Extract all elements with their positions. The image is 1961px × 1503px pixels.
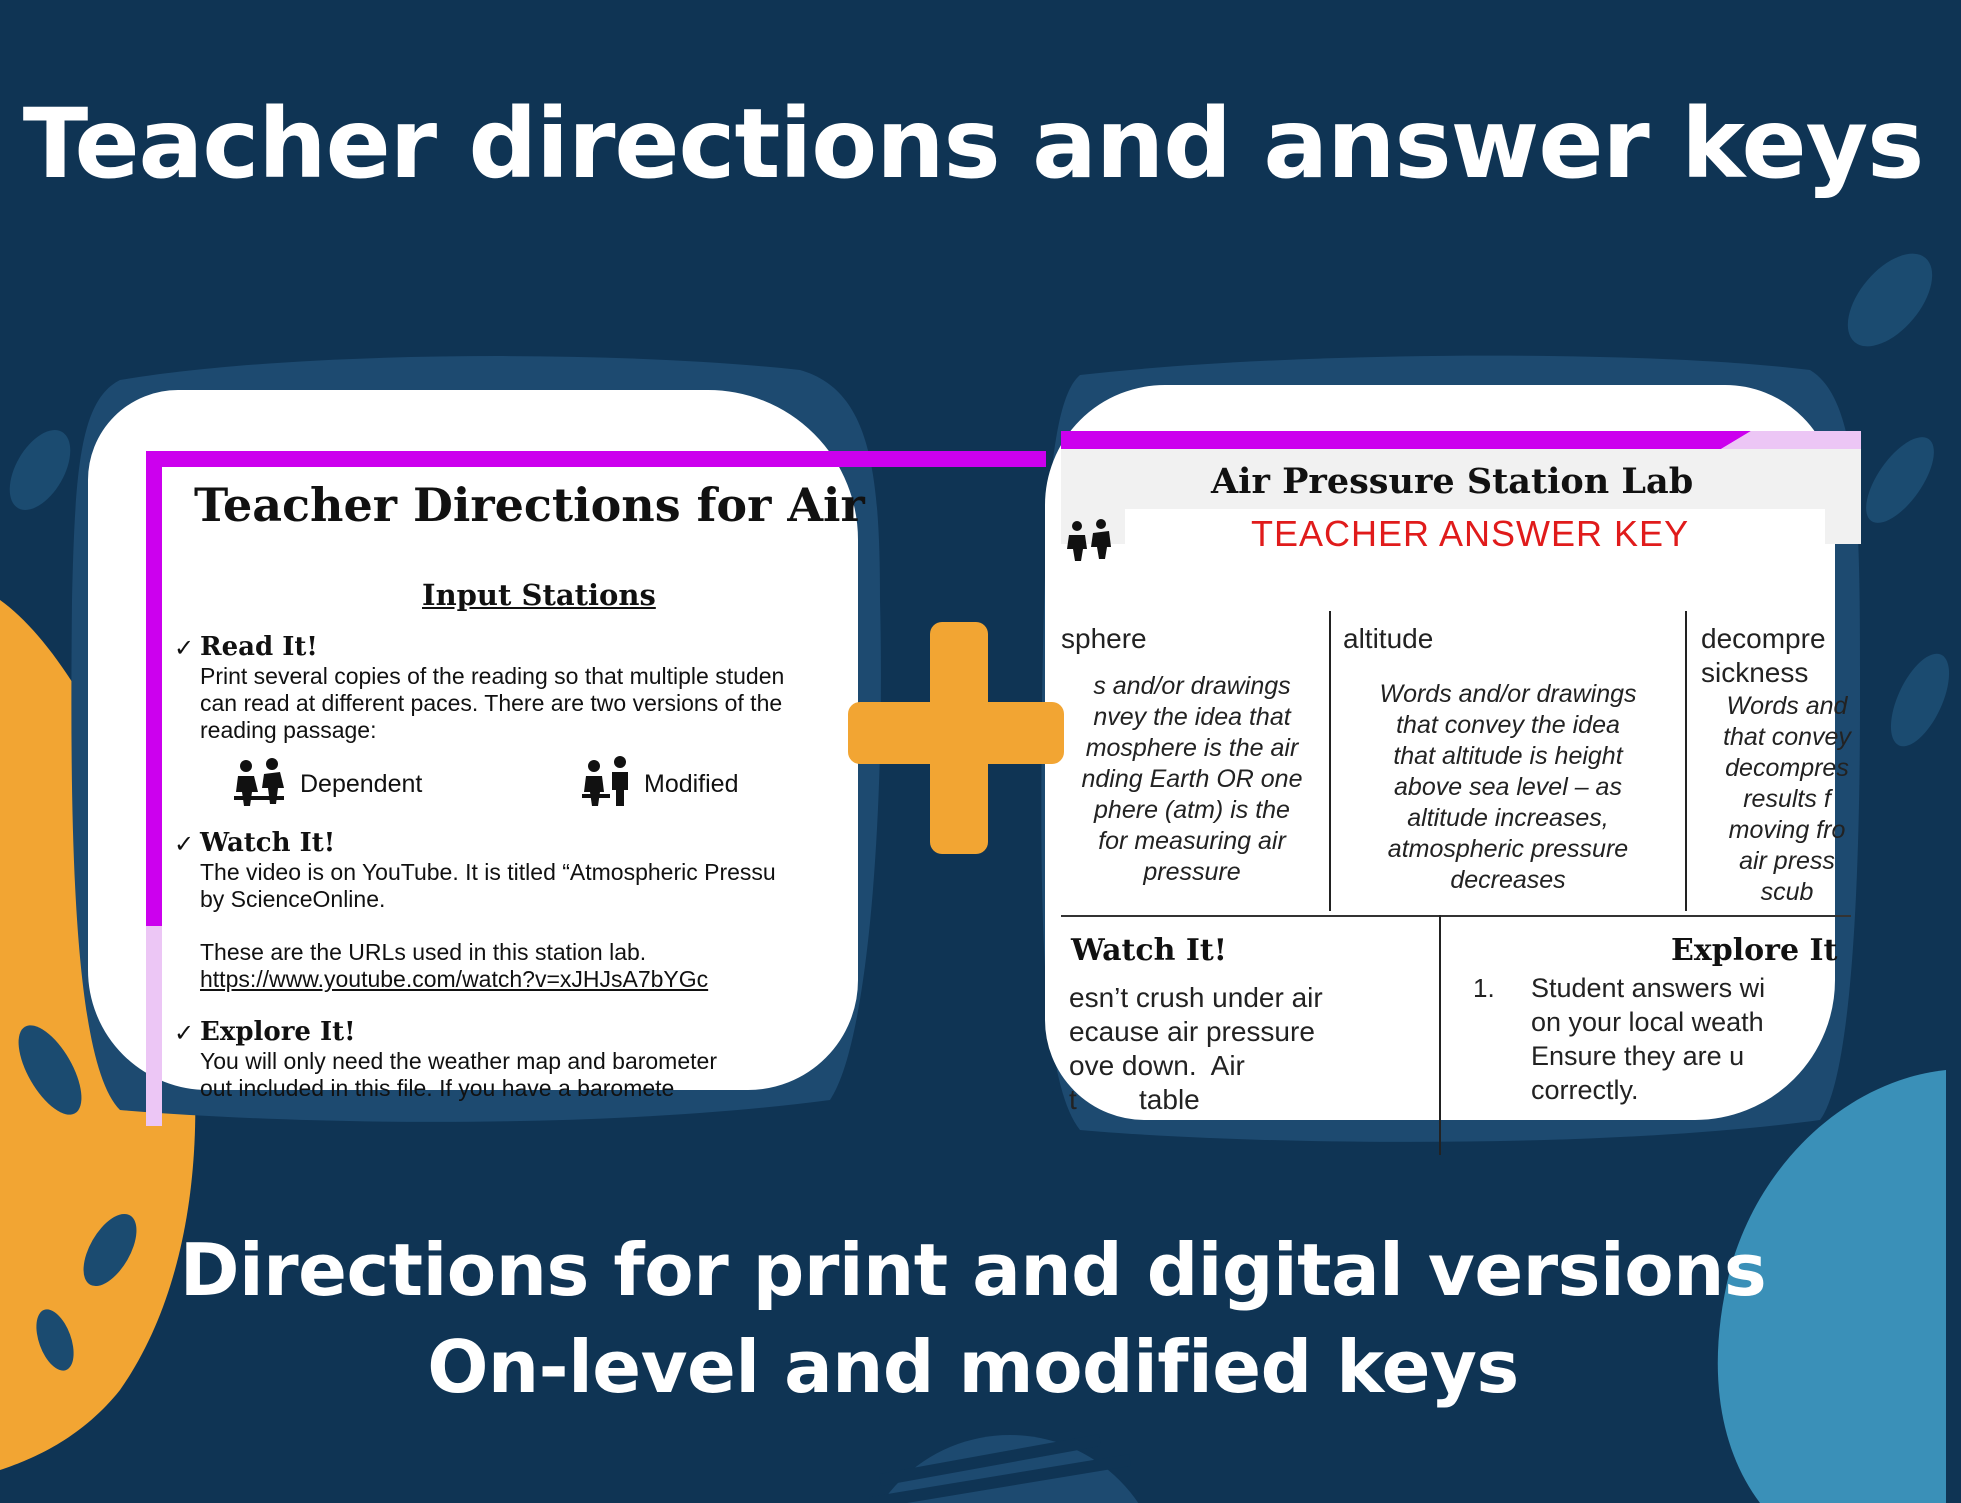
definition-altitude — [1333, 679, 1683, 896]
answer-key-label: TEACHER ANSWER KEY — [1251, 513, 1690, 554]
subtitle-line-1: Directions for print and digital versions — [179, 1228, 1767, 1312]
text-line: pressure — [1143, 858, 1241, 886]
text-line: air press — [1739, 847, 1835, 875]
term-decompression: decompre — [1701, 623, 1826, 654]
dark-oval — [0, 420, 83, 520]
dependent-icon — [232, 758, 288, 808]
watch-heading: Watch It! — [1071, 933, 1227, 968]
watch-text: by ScienceOnline. — [200, 886, 386, 912]
doc-title: Teacher Directions for Air — [194, 478, 865, 532]
text-line: Ensure they are u — [1531, 1041, 1745, 1071]
text-line: phere (atm) is the — [1094, 796, 1290, 824]
text-line: that convey the idea — [1396, 711, 1620, 739]
text-line: nvey the idea that — [1093, 703, 1291, 731]
check-icon: ✓ — [174, 635, 195, 662]
dark-oval — [1832, 239, 1949, 362]
text-line: correctly. — [1531, 1075, 1639, 1105]
text-line: Student answers wi — [1531, 973, 1766, 1003]
text-line: mosphere is the air — [1085, 734, 1299, 762]
section-heading: Input Stations — [422, 578, 656, 612]
text-line: on your local weath — [1531, 1007, 1764, 1037]
text-line: scub — [1760, 878, 1814, 906]
text-line: ove down. Air — [1069, 1050, 1245, 1081]
text-line: esn’t crush under air — [1069, 982, 1323, 1013]
check-icon: ✓ — [174, 1020, 195, 1047]
text-line: that convey — [1723, 723, 1851, 751]
definition-atmosphere — [1061, 671, 1323, 888]
table-divider — [1061, 915, 1851, 917]
text-line: Words and/or drawings — [1379, 680, 1637, 708]
text-line: t table — [1069, 1084, 1200, 1115]
text-line: decreases — [1450, 866, 1566, 894]
term-sickness: sickness — [1701, 657, 1809, 688]
lab-title: Air Pressure Station Lab — [1211, 461, 1694, 502]
text-line: Words and — [1726, 692, 1848, 720]
magenta-border-top — [146, 451, 1046, 467]
term-altitude: altitude — [1343, 623, 1434, 654]
explore-text: You will only need the weather map and barometer — [200, 1048, 717, 1074]
dependent-icon — [1065, 519, 1115, 563]
plus-icon — [848, 622, 1064, 854]
check-icon: ✓ — [174, 831, 195, 858]
text-line: atmospheric pressure — [1387, 835, 1629, 863]
modified-icon — [582, 756, 632, 808]
modified-label: Modified — [644, 770, 739, 798]
dependent-label: Dependent — [300, 770, 423, 798]
read-heading: Read It! — [200, 632, 318, 662]
explore-heading: Explore It! — [200, 1017, 356, 1047]
term-atmosphere: sphere — [1061, 623, 1147, 654]
pink-border-left — [146, 926, 162, 1126]
explore-number: 1. — [1473, 973, 1495, 1003]
text-line: that altitude is height — [1393, 742, 1623, 770]
text-line: s and/or drawings — [1093, 672, 1291, 700]
read-text: reading passage: — [200, 717, 377, 743]
page-title: Teacher directions and answer keys — [22, 88, 1924, 200]
read-text: Print several copies of the reading so that multiple studen — [200, 663, 785, 689]
youtube-link[interactable]: https://www.youtube.com/watch?v=xJHJsA7bYGc — [200, 966, 709, 992]
subtitle-line-2: On-level and modified keys — [427, 1325, 1519, 1409]
explore-answer — [1531, 971, 1765, 1107]
text-line: for measuring air — [1098, 827, 1286, 855]
table-divider — [1329, 611, 1331, 911]
read-text: can read at different paces. There are two versions of the — [200, 690, 783, 716]
definition-decompression — [1687, 691, 1887, 908]
text-line: above sea level – as — [1394, 773, 1622, 801]
text-line: ecause air pressure — [1069, 1016, 1315, 1047]
magenta-border-left — [146, 451, 162, 931]
urls-text: These are the URLs used in this station lab. — [200, 939, 647, 965]
explore-heading: Explore It — [1671, 933, 1838, 968]
teacher-directions-preview — [88, 390, 865, 1101]
text-line: moving fro — [1728, 816, 1846, 844]
watch-text: The video is on YouTube. It is titled “Atmospheric Pressu — [200, 859, 776, 885]
table-divider — [1439, 915, 1441, 1155]
answer-key-preview — [1045, 385, 1851, 1120]
watch-heading: Watch It! — [200, 828, 336, 858]
text-line: results f — [1743, 785, 1831, 813]
text-line: nding Earth OR one — [1081, 765, 1303, 793]
text-line: altitude increases, — [1407, 804, 1609, 832]
watch-answer — [1069, 981, 1323, 1117]
text-line: decompres — [1725, 754, 1849, 782]
explore-text: out included in this file. If you have a baromete — [200, 1075, 675, 1101]
